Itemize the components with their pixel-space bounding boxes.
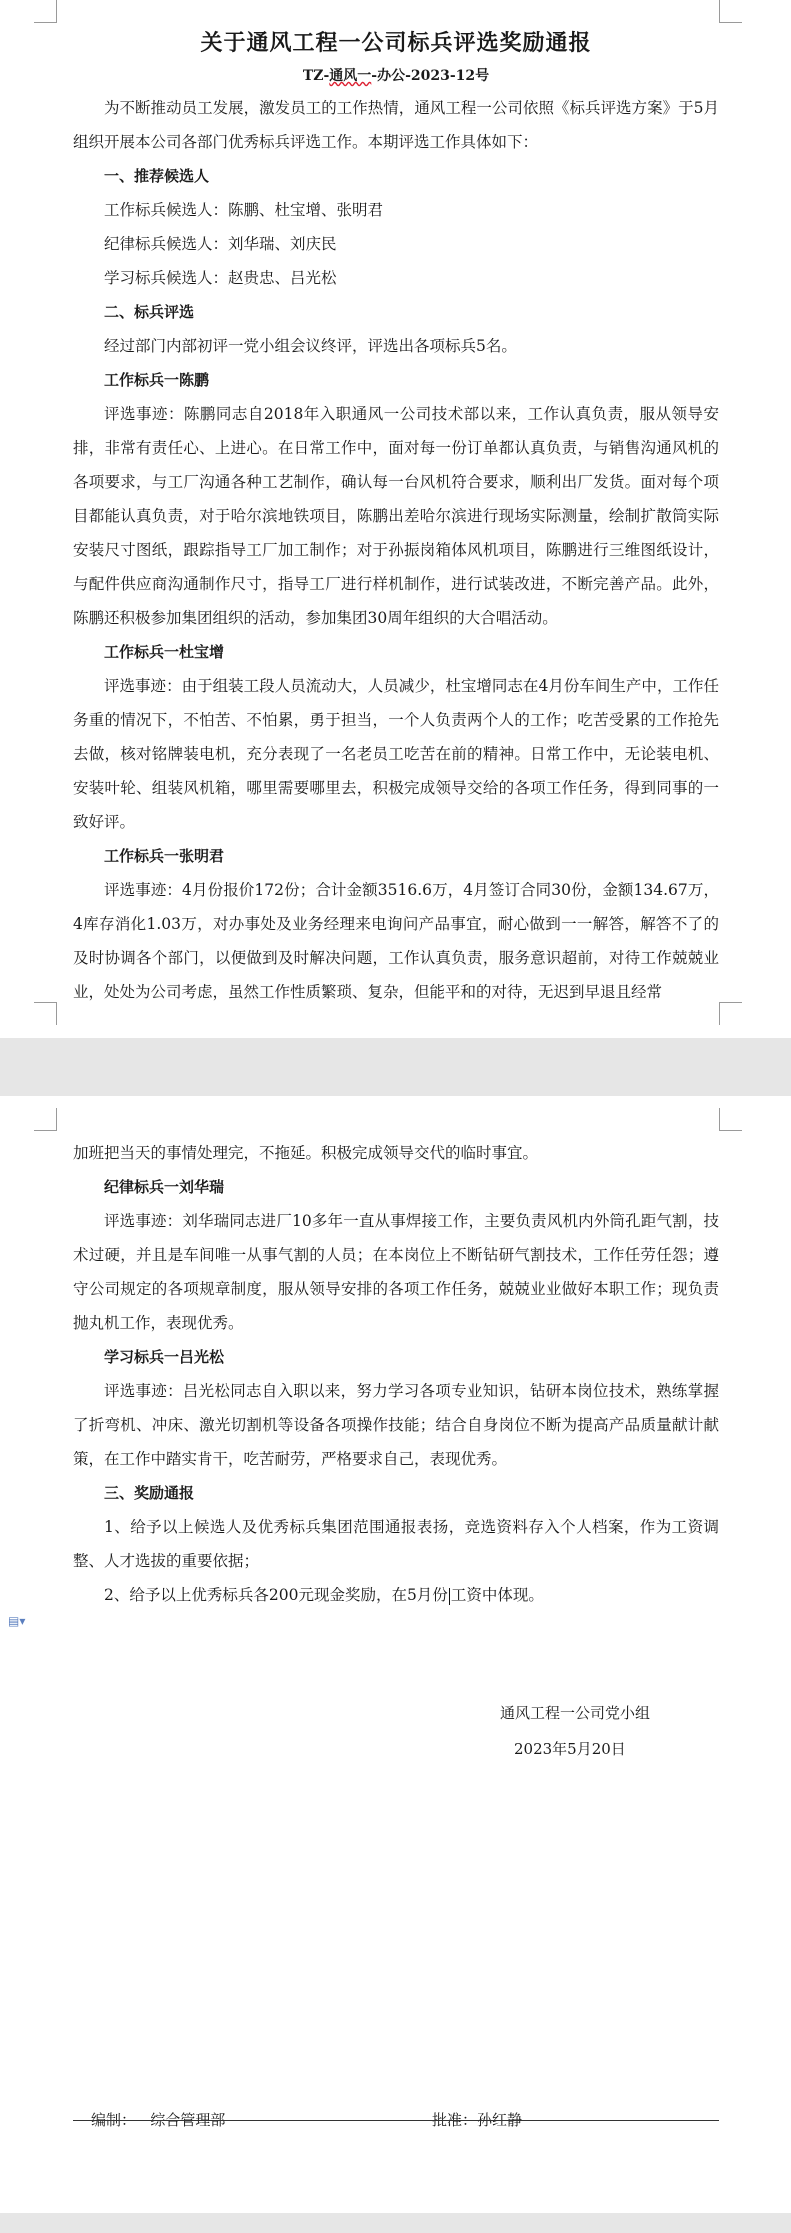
footer-editor: 编制： 综合管理部 bbox=[91, 2111, 226, 2129]
page-corner-mark bbox=[34, 1108, 57, 1131]
award-title: 工作标兵一杜宝增 bbox=[104, 643, 225, 661]
section-heading-rewards: 三、奖励通报 bbox=[104, 1484, 195, 1502]
candidate-line: 工作标兵候选人：陈鹏、杜宝增、张明君 bbox=[104, 201, 384, 219]
award-paragraph: 评选事迹：陈鹏同志自2018年入职通风一公司技术部以来，工作认真负责，服从领导安排，非常有责任心、上进心。在日常工作中，面对每一份订单都认真负责，与销售沟通风机的各项要求，与工厂沟通各种工艺制作，确认每一台风机符合要求，顺利出厂发货。面对每个项目都能认真负责，对于哈尔滨地铁项目，陈鹏出差哈尔滨进行现场实际测量，绘制扩散筒实际安装尺寸图纸，跟踪指导工厂加工制作；对于孙振岗箱体风机项目，陈鹏进行三维图纸设计，与配件供应商沟通制作尺寸，指导工厂进行样机制作，进行试装改进，不断完善产品。此外，陈鹏还积极参加集团组织的活动，参加集团30周年组织的大合唱活动。 bbox=[73, 405, 719, 627]
award-title: 学习标兵一吕光松 bbox=[104, 1348, 225, 1366]
award-paragraph: 评选事迹：由于组装工段人员流动大，人员减少，杜宝增同志在4月份车间生产中，工作任务重的情况下，不怕苦、不怕累，勇于担当，一个人负责两个人的工作；吃苦受累的工作抢先去做，核对铭牌装电机，充分表现了一名老员工吃苦在前的精神。日常工作中，无论装电机、安装叶轮、组装风机箱，哪里需要哪里去，积极完成领导交给的各项工作任务，得到同事的一致好评。 bbox=[73, 677, 719, 831]
award-paragraph-continued: 加班把当天的事情处理完，不拖延。积极完成领导交代的临时事宜。 bbox=[73, 1144, 539, 1162]
page-2-body[interactable] bbox=[73, 1136, 719, 1612]
page-1-body[interactable] bbox=[73, 27, 719, 1009]
reward-line: 2、给予以上优秀标兵各200元现金奖励，在5月份 工资中体现。 bbox=[104, 1586, 544, 1604]
doc-arrow-icon[interactable]: ▤▾ bbox=[8, 1614, 26, 1628]
award-paragraph: 评选事迹：刘华瑞同志进厂10多年一直从事焊接工作，主要负责风机内外筒孔距气割，技术过硬，并且是车间唯一从事气割的人员；在本岗位上不断钻研气割技术，工作任劳任怨；遵守公司规定的各项规章制度，服从领导安排的各项工作任务，兢兢业业做好本职工作；现负责抛丸机工作，表现优秀。 bbox=[73, 1212, 719, 1332]
award-title: 工作标兵一陈鹏 bbox=[104, 371, 210, 389]
document-number: TZ-通风一-办公-2023-12号 bbox=[302, 68, 490, 84]
award-title: 工作标兵一张明君 bbox=[104, 847, 225, 865]
page-corner-mark bbox=[34, 0, 57, 23]
page-corner-mark bbox=[719, 1002, 742, 1025]
intro-paragraph: 为不断推动员工发展，激发员工的工作热情，通风工程一公司依照《标兵评选方案》于5月组织开展本公司各部门优秀标兵评选工作。本期评选工作具体如下： bbox=[73, 99, 719, 151]
award-paragraph: 评选事迹：吕光松同志自入职以来，努力学习各项专业知识，钻研本岗位技术，熟练掌握了折弯机、冲床、激光切割机等设备各项操作技能；结合自身岗位不断为提高产品质量献计献策，在工作中踏实肯干，吃苦耐劳，严格要求自己，表现优秀。 bbox=[73, 1382, 719, 1468]
signature-organization: 通风工程一公司党小组 bbox=[500, 1704, 651, 1722]
award-title: 纪律标兵一刘华瑞 bbox=[104, 1178, 225, 1196]
section-heading-selection: 二、标兵评选 bbox=[104, 303, 195, 321]
reward-line: 1、给予以上候选人及优秀标兵集团范围通报表扬，竞选资料存入个人档案，作为工资调整、人才选拔的重要依据； bbox=[73, 1518, 719, 1570]
footer-approver: 批准：孙红静 bbox=[432, 2111, 523, 2129]
page-corner-mark bbox=[719, 1108, 742, 1131]
candidate-line: 纪律标兵候选人：刘华瑞、刘庆民 bbox=[104, 235, 337, 253]
selection-paragraph: 经过部门内部初评一党小组会议终评，评选出各项标兵5名。 bbox=[104, 337, 517, 355]
page-corner-mark bbox=[34, 1002, 57, 1025]
document-page-1 bbox=[0, 0, 791, 1038]
page-corner-mark bbox=[719, 0, 742, 23]
signature-date: 2023年5月20日 bbox=[514, 1740, 626, 1758]
spell-check-mark: 通风一 bbox=[329, 68, 372, 84]
section-heading-candidates: 一、推荐候选人 bbox=[104, 167, 210, 185]
award-paragraph: 评选事迹：4月份报价172份；合计金额3516.6万，4月签订合同30份，金额134.67万，4库存消化1.03万，对办事处及业务经理来电询问产品事宜，耐心做到一一解答，解答不了的及时协调各个部门，以便做到及时解决问题，工作认真负责，服务意识超前，对待工作兢兢业业，处处为公司考虑，虽然工作性质繁琐、复杂，但能平和的对待，无迟到早退且经常 bbox=[73, 881, 719, 1001]
document-title: 关于通风工程一公司标兵评选奖励通报 bbox=[200, 31, 592, 56]
document-page-2 bbox=[0, 1096, 791, 2213]
candidate-line: 学习标兵候选人：赵贵忠、吕光松 bbox=[104, 269, 337, 287]
text-cursor bbox=[449, 1588, 450, 1605]
footer-divider bbox=[73, 2120, 719, 2121]
